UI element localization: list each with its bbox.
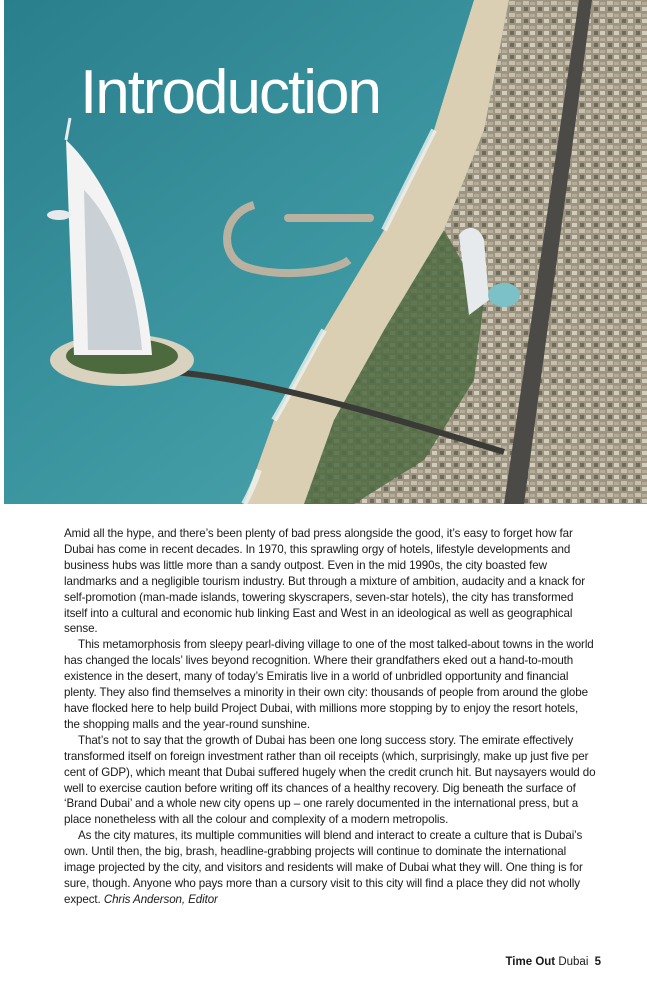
paragraph-4 bbox=[64, 828, 596, 908]
byline: Chris Anderson, Editor bbox=[103, 892, 218, 906]
article-body bbox=[64, 526, 596, 908]
paragraph-3: That’s not to say that the growth of Dubai has been one long success story. The emirate effectively transformed itself on foreign investment rather than oil receipts (which, surprisingly, make up just five per cent of GDP), which meant that Dubai suffered hugely when the credit crunch hit. But naysayers would do well to exercise caution before writing off its chances of a healthy recovery. Dig beneath the surface of ‘Brand Dubai’ and a whole new city opens up – one rarely documented in the international press, but a place nonetheless with all the colour and complexity of a modern metropolis. bbox=[64, 733, 596, 827]
page-title: Introduction bbox=[80, 58, 380, 127]
page-number: 5 bbox=[594, 956, 601, 968]
footer-brand: Time Out bbox=[505, 956, 556, 968]
paragraph-1: Amid all the hype, and there’s been plenty of bad press alongside the good, it’s easy to forget how far Dubai has come in recent decades. In 1970, this sprawling orgy of hotels, lifestyle developments and business hubs was little more than a sandy outpost. Even in the mid 1990s, the city boasted few landmarks and a negligible tourism industry. But through a mixture of ambition, audacity and a knack for self-promotion (man-made islands, towering skyscrapers, seven-star hotels), the city has transformed itself into a cultural and economic hub linking East and West in an ideological as well as geographical sense. bbox=[64, 527, 586, 636]
footer-city: Dubai bbox=[558, 956, 589, 968]
paragraph-2: This metamorphosis from sleepy pearl-diving village to one of the most talked-about towns in the world has changed the locals’ lives beyond recognition. Where their grandfathers eked out a hand-to-mouth existence in the desert, many of today’s Emiratis live in a world of unbridled opportunity and financial plenty. They also find themselves a minority in their own city: thousands of people from around the globe have flocked here to help build Project Dubai, with millions more stopping by to enjoy the resort hotels, the shopping malls and the year-round sunshine. bbox=[64, 638, 594, 731]
page-footer bbox=[505, 956, 601, 968]
paragraph-4-text: As the city matures, its multiple communities will blend and interact to create a culture that is Dubai’s own. Until then, the big, brash, headline-grabbing projects will continue to dominate the international image projected by the city, and visitors and residents will make of Dubai what they will. One thing is for sure, though. Anyone who pays more than a cursory visit to this city will find a place they did not wholly expect. bbox=[64, 829, 583, 906]
